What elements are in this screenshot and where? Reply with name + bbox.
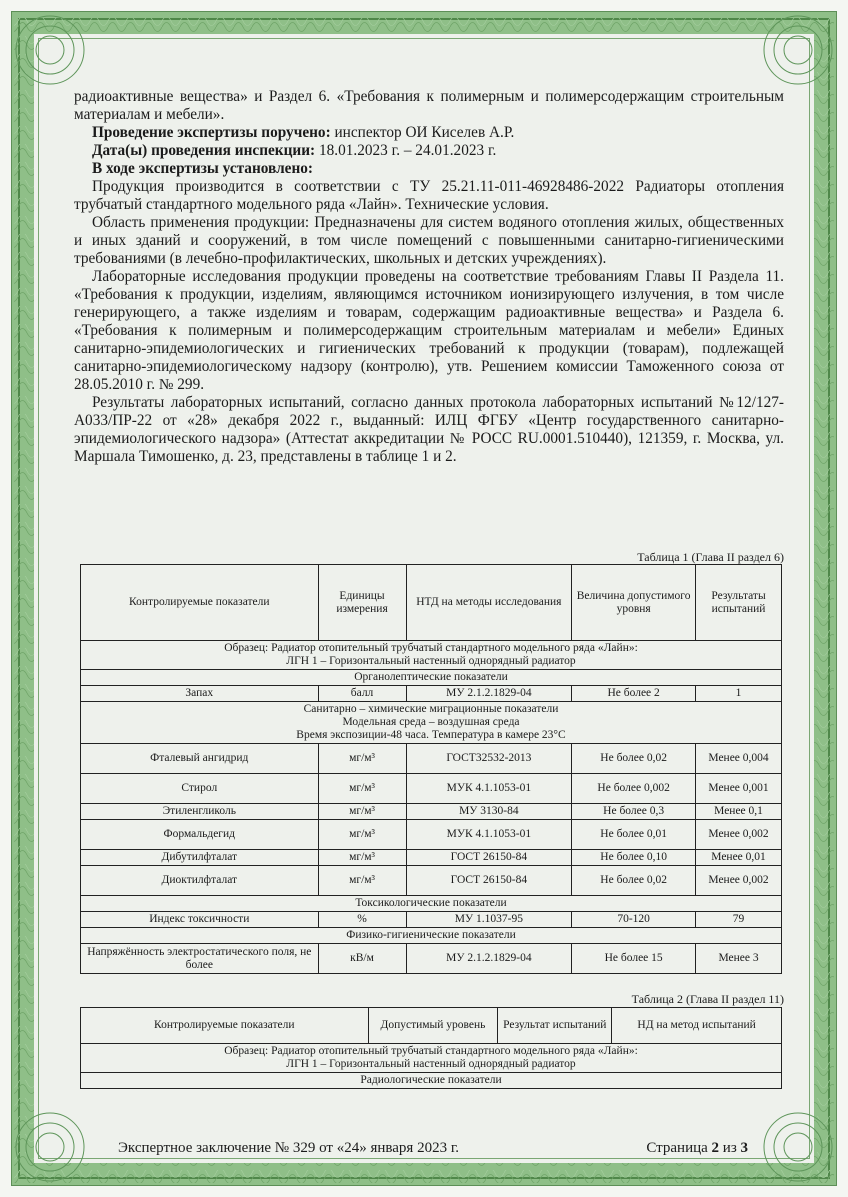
table2-header: Допустимый уровень [368,1008,498,1044]
table-cell: ГОСТ 26150-84 [406,850,572,866]
table-cell: кВ/м [318,944,406,974]
table-cell: Не более 0,10 [572,850,696,866]
table-cell: Не более 2 [572,686,696,702]
table-cell: ГОСТ32532-2013 [406,744,572,774]
sample-line: ЛГН 1 – Горизонтальный настенный однорядный радиатор [286,1058,576,1070]
table-cell: Диоктилфталат [81,866,319,896]
established-line [74,160,784,178]
paragraph-results: Результаты лабораторных испытаний, согласно данных протокола лабораторных испытаний №12/127-А033/ПР-22 от «28» декабря 2022 г., выданный: ИЛЦ ФГБУ «Центр государственного санитарно-эпидемиологического надзора» (Аттестат аккредитации № РОСС RU.0001.510440), 121359, г. Москва, ул. Маршала Тимошенко, д. 23, представлены в таблице 1 и 2. [74,394,784,465]
table-row [81,912,782,928]
dates-line [74,142,784,160]
page-mid: из [719,1140,741,1156]
table-cell: % [318,912,406,928]
document-body [74,88,784,466]
table-cell: Этиленгликоль [81,804,319,820]
page-current: 2 [711,1140,720,1156]
table1-sample-row [81,641,782,670]
table-cell: мг/м³ [318,866,406,896]
table2-sample-row [81,1044,782,1073]
table-cell: МУК 4.1.1053-01 [406,774,572,804]
table-row [81,686,782,702]
section-line: Время экспозиции-48 часа. Температура в камере 23°С [296,729,566,741]
table-cell: Менее 0,1 [696,804,782,820]
table-cell: Не более 0,01 [572,820,696,850]
table-cell: МУК 4.1.1053-01 [406,820,572,850]
table1-header: НТД на методы исследования [406,565,572,641]
table-cell: мг/м³ [318,804,406,820]
table1-header: Единицы измерения [318,565,406,641]
sample-line: ЛГН 1 – Горизонтальный настенный однорядный радиатор [286,655,576,667]
sample-line: Образец: Радиатор отопительный трубчатый стандартного модельного ряда «Лайн»: [224,642,638,654]
paragraph-scope: Область применения продукции: Предназначены для систем водяного отопления жилых, общественных и иных зданий и сооружений, в том числе помещений с повышенными санитарно-гигиеническими требованиями (в лечебно-профилактических, школьных и детских учреждениях). [74,214,784,267]
table-cell: Не более 0,02 [572,744,696,774]
page-prefix: Страница [646,1140,712,1156]
page-total: 3 [740,1140,748,1156]
table1-header: Результаты испытаний [696,565,782,641]
table-cell: Не более 0,002 [572,774,696,804]
assigned-value: инспектор ОИ Киселев А.Р. [330,124,515,141]
section-heading: Токсикологические показатели [81,896,782,912]
table-row [81,804,782,820]
table-row [81,850,782,866]
table-2 [80,1007,782,1089]
table1-caption: Таблица 1 (Глава II раздел 6) [637,550,784,564]
section-line: Модельная среда – воздушная среда [342,716,520,728]
table-cell: Менее 0,001 [696,774,782,804]
table-cell: 79 [696,912,782,928]
table-cell: Менее 0,002 [696,820,782,850]
table-row [81,820,782,850]
table-cell: Менее 0,004 [696,744,782,774]
table-cell: Менее 3 [696,944,782,974]
table-cell: Запах [81,686,319,702]
section-heading: Радиологические показатели [81,1073,782,1089]
paragraph-spec: Продукция производится в соответствии с ТУ 25.21.11-011-46928486-2022 Радиаторы отопления трубчатый стандартного модельного ряда «Лайн». Технические условия. [74,178,784,213]
table-cell: Менее 0,01 [696,850,782,866]
table-cell: ГОСТ 26150-84 [406,866,572,896]
assigned-label: Проведение экспертизы поручено: [92,124,331,141]
table2-header-row [81,1008,782,1044]
page-number [646,1140,748,1157]
table-cell: МУ 2.1.2.1829-04 [406,944,572,974]
table2-header: Результат испытаний [498,1008,612,1044]
table-cell: 1 [696,686,782,702]
section-line: Санитарно – химические миграционные показатели [303,703,559,715]
table-cell: Не более 15 [572,944,696,974]
table-cell: МУ 2.1.2.1829-04 [406,686,572,702]
dates-value: 18.01.2023 г. – 24.01.2023 г. [315,142,497,159]
table-cell: балл [318,686,406,702]
table-cell: Индекс токсичности [81,912,319,928]
table-1 [80,564,782,974]
paragraph-lab-research: Лабораторные исследования продукции проведены на соответствие требованиям Главы II Раздела 11. «Требования к продукции, изделиям, являющимся источником ионизирующего излучения, в том числе генерирующего, а также изделиям и товарам, содержащим радиоактивные вещества» и Раздела 6. «Требования к полимерным и полимерсодержащим строительным материалам и мебели» Единых санитарно-эпидемиологических и гигиенических требований к продукции (товарам), подлежащей санитарно-эпидемиологическому надзору (контролю), утв. Решением комиссии Таможенного союза от 28.05.2010 г. № 299. [74,268,784,393]
sample-line: Образец: Радиатор отопительный трубчатый стандартного модельного ряда «Лайн»: [224,1045,638,1057]
table-cell: Стирол [81,774,319,804]
intro-fragment: радиоактивные вещества» и Раздел 6. «Требования к полимерным и полимерсодержащим строительным материалам и мебели». [74,88,784,123]
table-row [81,774,782,804]
table-cell: 70-120 [572,912,696,928]
table-cell: Фталевый ангидрид [81,744,319,774]
table-cell: Не более 0,02 [572,866,696,896]
footer-document-ref: Экспертное заключение № 329 от «24» января 2023 г. [118,1140,460,1156]
section-heading: Органолептические показатели [81,670,782,686]
table-cell: мг/м³ [318,850,406,866]
table-cell: Формальдегид [81,820,319,850]
section-heading [81,702,782,744]
page-footer [118,1140,748,1157]
table-cell: Дибутилфталат [81,850,319,866]
table-row [81,866,782,896]
table-cell: Не более 0,3 [572,804,696,820]
dates-label: Дата(ы) проведения инспекции: [92,142,316,159]
table-row [81,744,782,774]
table-cell: мг/м³ [318,820,406,850]
table-cell: мг/м³ [318,774,406,804]
table2-caption: Таблица 2 (Глава II раздел 11) [631,992,784,1006]
table-cell: Менее 0,002 [696,866,782,896]
table-cell: мг/м³ [318,744,406,774]
table-cell: МУ 1.1037-95 [406,912,572,928]
table-cell: МУ 3130-84 [406,804,572,820]
table1-header: Величина допустимого уровня [572,565,696,641]
table-row [81,944,782,974]
assigned-line [74,124,784,142]
table1-header: Контролируемые показатели [81,565,319,641]
section-heading: Физико-гигиенические показатели [81,928,782,944]
table2-header: Контролируемые показатели [81,1008,369,1044]
established-label: В ходе экспертизы установлено: [92,160,314,177]
table1-header-row [81,565,782,641]
table2-header: НД на метод испытаний [612,1008,782,1044]
table-cell: Напряжённость электростатического поля, не более [81,944,319,974]
